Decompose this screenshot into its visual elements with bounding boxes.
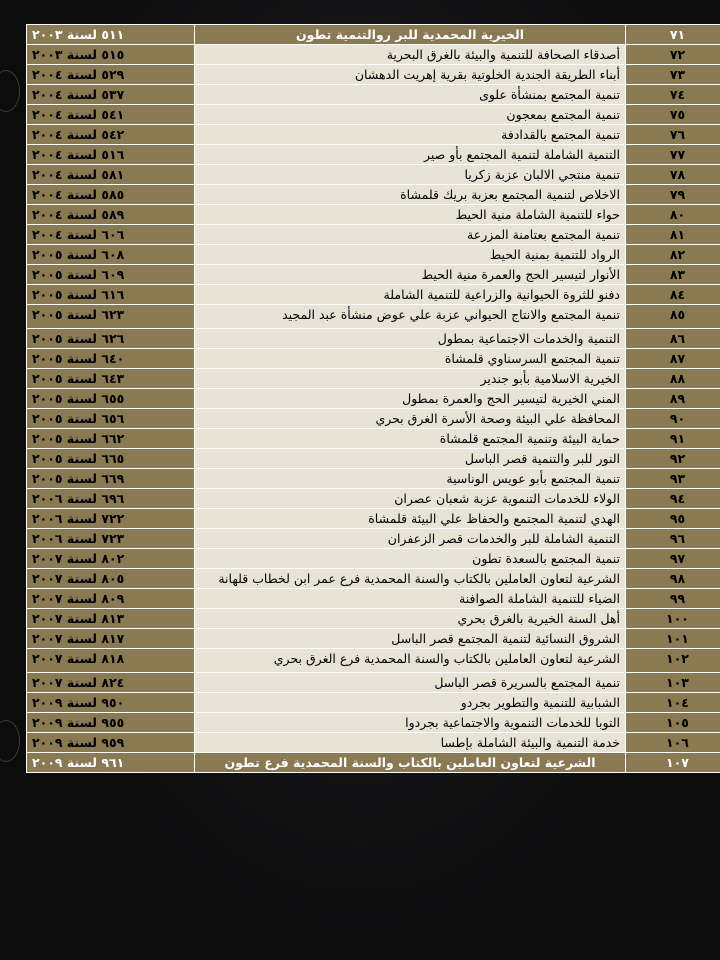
row-number-cell: ٩٨ — [626, 569, 720, 589]
registration-number-cell: ٥٨١ لسنة ٢٠٠٤ — [27, 165, 195, 185]
registration-number-cell: ٦٥٥ لسنة ٢٠٠٥ — [27, 389, 195, 409]
registration-number-cell: ٦٩٦ لسنة ٢٠٠٦ — [27, 489, 195, 509]
association-name-cell: الخيرية الاسلامية بأبو جندير — [195, 369, 626, 389]
table-row — [27, 469, 720, 489]
association-name-cell: الشرعية لتعاون العاملين بالكتاب والسنة المحمدية فرع تطون — [195, 753, 626, 773]
table-row — [27, 165, 720, 185]
associations-table — [26, 24, 720, 773]
table-row — [27, 45, 720, 65]
row-number-cell: ١٠٢ — [626, 649, 720, 673]
association-name-cell: تنمية المجتمع بالقدادفة — [195, 125, 626, 145]
registration-number-cell: ٥٤١ لسنة ٢٠٠٤ — [27, 105, 195, 125]
row-number-cell: ٩٠ — [626, 409, 720, 429]
registration-number-cell: ٥٨٩ لسنة ٢٠٠٤ — [27, 205, 195, 225]
association-name-cell: تنمية المجتمع والانتاج الحيواني عزبة علي عوض منشأة عبد المجيد — [195, 305, 626, 329]
registration-number-cell: ٦١٦ لسنة ٢٠٠٥ — [27, 285, 195, 305]
association-name-cell: الشرعية لتعاون العاملين بالكتاب والسنة المحمدية فرع عمر ابن لخطاب قلهانة — [195, 569, 626, 589]
registration-number-cell: ٩٥٥ لسنة ٢٠٠٩ — [27, 713, 195, 733]
table-row — [27, 185, 720, 205]
row-number-cell: ١٠٧ — [626, 753, 720, 773]
row-number-cell: ٧٩ — [626, 185, 720, 205]
registration-number-cell: ٨٠٢ لسنة ٢٠٠٧ — [27, 549, 195, 569]
table-row — [27, 25, 720, 45]
row-number-cell: ١٠١ — [626, 629, 720, 649]
table-row — [27, 85, 720, 105]
row-number-cell: ٧٤ — [626, 85, 720, 105]
row-number-cell: ٨٢ — [626, 245, 720, 265]
registration-number-cell: ٦٠٨ لسنة ٢٠٠٥ — [27, 245, 195, 265]
association-name-cell: أصدقاء الصحافة للتنمية والبيئة بالغرق البحرية — [195, 45, 626, 65]
table-row — [27, 285, 720, 305]
registration-number-cell: ٦٠٩ لسنة ٢٠٠٥ — [27, 265, 195, 285]
table-row — [27, 569, 720, 589]
table-row — [27, 753, 720, 773]
row-number-cell: ٨٩ — [626, 389, 720, 409]
row-number-cell: ٨٨ — [626, 369, 720, 389]
registration-number-cell: ٥١٦ لسنة ٢٠٠٤ — [27, 145, 195, 165]
association-name-cell: الخيرية المحمدية للبر روالتنمية تطون — [195, 25, 626, 45]
association-name-cell: المحافظة علي البيئة وصحة الأسرة الغرق بحري — [195, 409, 626, 429]
registration-number-cell: ٩٦١ لسنة ٢٠٠٩ — [27, 753, 195, 773]
table-row — [27, 629, 720, 649]
table-row — [27, 145, 720, 165]
association-name-cell: تنمية المجتمع بالسريرة قصر الباسل — [195, 673, 626, 693]
table-row — [27, 489, 720, 509]
registration-number-cell: ٥٤٢ لسنة ٢٠٠٤ — [27, 125, 195, 145]
table-row — [27, 105, 720, 125]
registration-number-cell: ٦٤٠ لسنة ٢٠٠٥ — [27, 349, 195, 369]
decorative-swirl-left-top — [0, 70, 20, 112]
table-row — [27, 389, 720, 409]
registration-number-cell: ٥١٥ لسنة ٢٠٠٣ — [27, 45, 195, 65]
row-number-cell: ٨٣ — [626, 265, 720, 285]
registration-number-cell: ٥٨٥ لسنة ٢٠٠٤ — [27, 185, 195, 205]
association-name-cell: التنمية والخدمات الاجتماعية بمطول — [195, 329, 626, 349]
table-row — [27, 693, 720, 713]
registration-number-cell: ٨٠٩ لسنة ٢٠٠٧ — [27, 589, 195, 609]
row-number-cell: ٧٧ — [626, 145, 720, 165]
association-name-cell: الولاء للخدمات التنموية عزبة شعبان عصران — [195, 489, 626, 509]
registration-number-cell: ٨١٧ لسنة ٢٠٠٧ — [27, 629, 195, 649]
registration-number-cell: ٦٢٣ لسنة ٢٠٠٥ — [27, 305, 195, 329]
registration-number-cell: ٥١١ لسنة ٢٠٠٣ — [27, 25, 195, 45]
association-name-cell: الهدي لتنمية المجتمع والحفاظ علي البيئة قلمشاة — [195, 509, 626, 529]
registration-number-cell: ٥٣٧ لسنة ٢٠٠٤ — [27, 85, 195, 105]
registration-number-cell: ٨١٣ لسنة ٢٠٠٧ — [27, 609, 195, 629]
association-name-cell: الشروق النسائية لتنمية المجتمع قصر الباسل — [195, 629, 626, 649]
registration-number-cell: ٨١٨ لسنة ٢٠٠٧ — [27, 649, 195, 673]
table-row — [27, 449, 720, 469]
association-name-cell: الاخلاص لتنمية المجتمع بعزبة بريك قلمشاة — [195, 185, 626, 205]
association-name-cell: تنمية المجتمع بمنشأة علوى — [195, 85, 626, 105]
table-row — [27, 409, 720, 429]
table-row — [27, 205, 720, 225]
table-row — [27, 733, 720, 753]
row-number-cell: ٧٦ — [626, 125, 720, 145]
association-name-cell: الشبابية للتنمية والتطوير بجردو — [195, 693, 626, 713]
row-number-cell: ٩١ — [626, 429, 720, 449]
table-row — [27, 649, 720, 673]
associations-table-body — [27, 25, 720, 773]
association-name-cell: التنمية الشاملة للبر والخدمات قصر الزعفران — [195, 529, 626, 549]
registration-number-cell: ٦٦٥ لسنة ٢٠٠٥ — [27, 449, 195, 469]
row-number-cell: ٨٥ — [626, 305, 720, 329]
row-number-cell: ٩٣ — [626, 469, 720, 489]
association-name-cell: حماية البيئة وتنمية المجتمع قلمشاة — [195, 429, 626, 449]
row-number-cell: ٨٠ — [626, 205, 720, 225]
association-name-cell: تنمية منتجي الالبان عزبة زكريا — [195, 165, 626, 185]
table-row — [27, 245, 720, 265]
association-name-cell: التنمية الشاملة لتنمية المجتمع بأو صير — [195, 145, 626, 165]
table-row — [27, 509, 720, 529]
table-row — [27, 265, 720, 285]
row-number-cell: ٩٩ — [626, 589, 720, 609]
association-name-cell: خدمة التنمية والبيئة الشاملة بإطسا — [195, 733, 626, 753]
row-number-cell: ٧٣ — [626, 65, 720, 85]
row-number-cell: ١٠٤ — [626, 693, 720, 713]
table-row — [27, 673, 720, 693]
row-number-cell: ٧٨ — [626, 165, 720, 185]
decorative-swirl-left-bottom — [0, 720, 20, 762]
row-number-cell: ١٠٦ — [626, 733, 720, 753]
association-name-cell: تنمية المجتمع بعتامنة المزرعة — [195, 225, 626, 245]
row-number-cell: ٧٥ — [626, 105, 720, 125]
association-name-cell: النور للبر والتنمية قصر الباسل — [195, 449, 626, 469]
row-number-cell: ٩٢ — [626, 449, 720, 469]
row-number-cell: ٩٦ — [626, 529, 720, 549]
table-row — [27, 713, 720, 733]
row-number-cell: ٨١ — [626, 225, 720, 245]
association-name-cell: دفنو للثروة الحيوانية والزراعية للتنمية الشاملة — [195, 285, 626, 305]
association-name-cell: تنمية المجتمع السرسناوي قلمشاة — [195, 349, 626, 369]
association-name-cell: الرواد للتنمية بمنية الحيط — [195, 245, 626, 265]
table-row — [27, 369, 720, 389]
association-name-cell: تنمية المجتمع بأبو عويس الوناسية — [195, 469, 626, 489]
row-number-cell: ٨٦ — [626, 329, 720, 349]
row-number-cell: ١٠٥ — [626, 713, 720, 733]
row-number-cell: ٧١ — [626, 25, 720, 45]
association-name-cell: تنمية المجتمع بمعجون — [195, 105, 626, 125]
registration-number-cell: ٨٢٤ لسنة ٢٠٠٧ — [27, 673, 195, 693]
row-number-cell: ٩٤ — [626, 489, 720, 509]
table-row — [27, 65, 720, 85]
registration-number-cell: ٦٥٦ لسنة ٢٠٠٥ — [27, 409, 195, 429]
association-name-cell: الأنوار لتيسير الحج والعمرة منية الحيط — [195, 265, 626, 285]
table-row — [27, 305, 720, 329]
registration-number-cell: ٥٢٩ لسنة ٢٠٠٤ — [27, 65, 195, 85]
table-row — [27, 549, 720, 569]
table-row — [27, 349, 720, 369]
association-name-cell: تنمية المجتمع بالسعدة تطون — [195, 549, 626, 569]
row-number-cell: ١٠٠ — [626, 609, 720, 629]
table-row — [27, 429, 720, 449]
registration-number-cell: ٦٢٦ لسنة ٢٠٠٥ — [27, 329, 195, 349]
row-number-cell: ٨٤ — [626, 285, 720, 305]
table-row — [27, 589, 720, 609]
table-row — [27, 125, 720, 145]
registration-number-cell: ٩٥٩ لسنة ٢٠٠٩ — [27, 733, 195, 753]
association-name-cell: التوبا للخدمات التنموية والاجتماعية بجردوا — [195, 713, 626, 733]
registration-number-cell: ٧٢٢ لسنة ٢٠٠٦ — [27, 509, 195, 529]
association-name-cell: الشرعية لتعاون العاملين بالكتاب والسنة المحمدية فرع الغرق بحري — [195, 649, 626, 673]
association-name-cell: المني الخيرية لتيسير الحج والعمرة بمطول — [195, 389, 626, 409]
row-number-cell: ٩٧ — [626, 549, 720, 569]
registration-number-cell: ٦٦٩ لسنة ٢٠٠٥ — [27, 469, 195, 489]
registration-number-cell: ٦٦٢ لسنة ٢٠٠٥ — [27, 429, 195, 449]
association-name-cell: حواء للتنمية الشاملة منية الحيط — [195, 205, 626, 225]
association-name-cell: الضياء للتنمية الشاملة الصوافنة — [195, 589, 626, 609]
association-name-cell: أهل السنة الخيرية بالغرق بحري — [195, 609, 626, 629]
row-number-cell: ٧٢ — [626, 45, 720, 65]
registration-number-cell: ٩٥٠ لسنة ٢٠٠٩ — [27, 693, 195, 713]
association-name-cell: أبناء الطريقة الجندية الخلوتية بقرية إهريت الدهشان — [195, 65, 626, 85]
table-row — [27, 529, 720, 549]
table-row — [27, 225, 720, 245]
registration-number-cell: ٦٠٦ لسنة ٢٠٠٤ — [27, 225, 195, 245]
registration-number-cell: ٨٠٥ لسنة ٢٠٠٧ — [27, 569, 195, 589]
row-number-cell: ٩٥ — [626, 509, 720, 529]
registration-number-cell: ٦٤٣ لسنة ٢٠٠٥ — [27, 369, 195, 389]
table-row — [27, 329, 720, 349]
row-number-cell: ١٠٣ — [626, 673, 720, 693]
table-row — [27, 609, 720, 629]
row-number-cell: ٨٧ — [626, 349, 720, 369]
registration-number-cell: ٧٢٣ لسنة ٢٠٠٦ — [27, 529, 195, 549]
